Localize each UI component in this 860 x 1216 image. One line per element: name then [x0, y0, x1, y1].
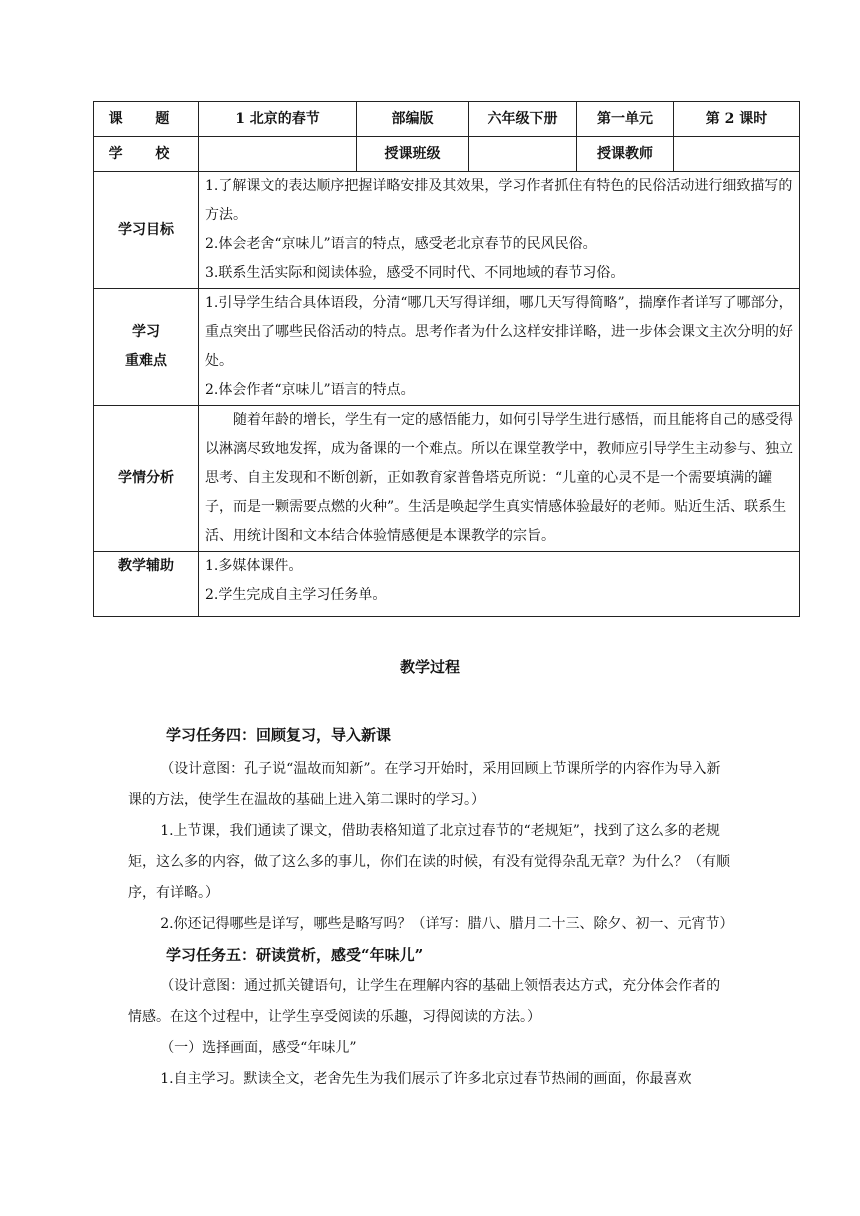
process-body: [128, 720, 734, 1095]
task4-question-2: 2.你还记得哪些是详写，哪些是略写吗？（详写：腊八、腊月二十三、除夕、初一、元宵节）: [160, 916, 734, 932]
analysis-label: 学情分析: [94, 406, 199, 552]
table-row: [94, 406, 800, 552]
grade-cell: 六年级下册: [469, 102, 577, 137]
task4-heading: 学习任务四：回顾复习，导入新课: [166, 726, 392, 744]
table-row: [94, 289, 800, 406]
class-value: [469, 137, 577, 172]
school-value: [199, 137, 357, 172]
teacher-value: [674, 137, 800, 172]
goals-label: 学习目标: [94, 172, 199, 289]
difficulties-label: [94, 289, 199, 406]
task5-subheading: （一）选择画面，感受“年味儿”: [160, 1040, 357, 1056]
task4-question-1: 1.上节课，我们通读了课文，借助表格知道了北京过春节的“老规矩”，找到了这么多的老规矩，这么多的内容，做了这么多的事儿，你们在读的时候，有没有觉得杂乱无章？为什么？（有顺序，有详略。）: [128, 823, 730, 901]
table-row: [94, 552, 800, 617]
difficulties-label-line2: 重难点: [125, 353, 167, 369]
topic-label: 课 题: [94, 102, 199, 137]
difficulties-label-line1: 学习: [132, 324, 160, 340]
edition-cell: 部编版: [357, 102, 469, 137]
goal-item: 3.联系生活实际和阅读体验，感受不同时代、不同地域的春节习俗。: [205, 265, 625, 281]
goal-item: 2.体会老舍“京味儿”语言的特点，感受老北京春节的民风民俗。: [205, 236, 597, 252]
table-row: [94, 137, 800, 172]
difficulty-item: 1.引导学生结合具体语段，分清“哪几天写得详细，哪几天写得简略”，揣摩作者详写了哪部分，重点突出了哪些民俗活动的特点。思考作者为什么这样安排详略，进一步体会课文主次分明的好处。: [205, 295, 793, 369]
task5-heading: 学习任务五：研读赏析，感受“年味儿”: [166, 946, 424, 964]
goals-content: [199, 172, 800, 289]
table-row: [94, 172, 800, 289]
aids-label: 教学辅助: [94, 552, 199, 617]
unit-cell: 第一单元: [577, 102, 674, 137]
topic-value: 1 北京的春节: [199, 102, 357, 137]
difficulties-content: [199, 289, 800, 406]
lesson-info-table: [93, 101, 800, 617]
aid-item: 2.学生完成自主学习任务单。: [205, 587, 387, 603]
table-row: [94, 102, 800, 137]
analysis-text: 随着年龄的增长，学生有一定的感悟能力，如何引导学生进行感悟，而且能将自己的感受得以淋漓尽致地发挥，成为备课的一个难点。所以在课堂教学中，教师应引导学生主动参与、独立思考、自主发现和不断创新，正如教育家普鲁塔克所说：“儿童的心灵不是一个需要填满的罐子，而是一颗需要点燃的火种”。生活是唤起学生真实情感体验最好的老师。贴近生活、联系生活、用统计图和文本结合体验情感便是本课教学的宗旨。: [205, 412, 793, 544]
aids-content: [199, 552, 800, 617]
difficulty-item: 2.体会作者“京味儿”语言的特点。: [205, 382, 415, 398]
task5-paragraph: 1.自主学习。默读全文，老舍先生为我们展示了许多北京过春节热闹的画面，你最喜欢: [160, 1071, 692, 1087]
aid-item: 1.多媒体课件。: [205, 558, 303, 574]
lesson-cell: 第 2 课时: [674, 102, 800, 137]
analysis-content: [199, 406, 800, 552]
task4-intent: （设计意图：孔子说“温故而知新”。在学习开始时，采用回顾上节课所学的内容作为导入新课的方法，使学生在温故的基础上进入第二课时的学习。）: [128, 761, 721, 808]
class-label: 授课班级: [357, 137, 469, 172]
process-title: 教学过程: [399, 658, 460, 676]
teacher-label: 授课教师: [577, 137, 674, 172]
task5-intent: （设计意图：通过抓关键语句，让学生在理解内容的基础上领悟表达方式，充分体会作者的情感。在这个过程中，让学生享受阅读的乐趣，习得阅读的方法。）: [128, 978, 721, 1025]
school-label: 学 校: [94, 137, 199, 172]
goal-item: 1.了解课文的表达顺序把握详略安排及其效果，学习作者抓住有特色的民俗活动进行细致描写的方法。: [205, 178, 793, 223]
